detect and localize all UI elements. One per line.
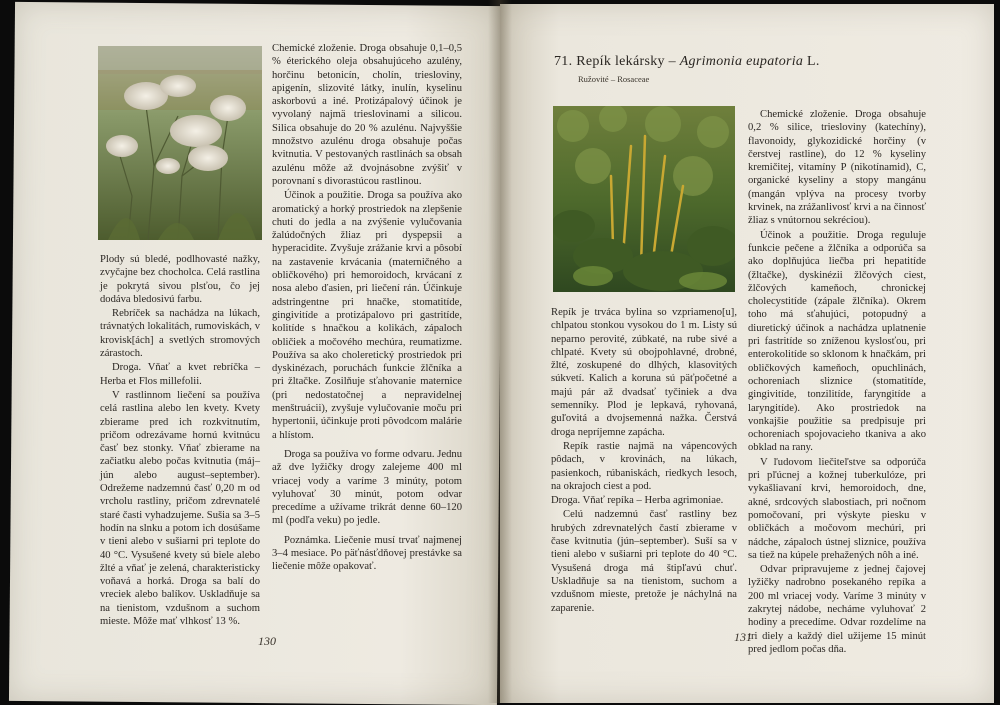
text-paragraph: V ľudovom liečiteľstve sa odporúča pri pľúcnej a kožnej tuberkulóze, pri vykašliavaní krvi, hemoroidoch, dne, akné, srdcových slabostiach, pri nočnom pomočovaní, pri výskyte piesku v obličkách a močovom mechúri, pri nádche, zápaloch ústnej sliznice, používa sa tiež na kúpele prehažených nôh a iné. — [748, 456, 926, 561]
left-text-column — [272, 42, 462, 575]
yarrow-photo — [98, 46, 262, 240]
species-author: L. — [807, 54, 820, 69]
caption-paragraph: Repík je trváca bylina so vzpriameno[u], chlpatou stonkou vysokou do 1 m. Listy sú neparno perovité, zúbkaté, na rube sivé a chlpaté. Kvety sú obojpohlavné, drobné, žlté, zoskupené do dlhých, klasovitých súkvetí. Kalich a koruna sú päťpočetné a majú pár až dvadsať tyčiniek a dva semenníky. Plod je lepkavá, ryhovaná, guľovitá a dvojsemenná nažka. Čerstvá droga nepríjemne zapácha. — [551, 307, 737, 438]
book-gutter — [488, 0, 512, 703]
page-number-right: 131 — [734, 630, 752, 644]
caption-paragraph: Celú nadzemnú časť rastliny bez hrubých zdrevnatelých častí zbierame v čase kvitnutia (jún–september). Suší sa v tieni alebo v sušiarni pri teplote do 40 °C. Vysušená droga má štipľavú chuť. Uskladňuje sa na tienistom, suchom a vzdušnom mieste, pretože je náchylná na zaparenie. — [551, 509, 737, 614]
text-paragraph: Účinok a použitie. Droga sa používa ako aromatický a horký prostriedok na zlepšenie chuti do jedla a na zvýšenie vylučovania žalúdočných žliaz pri dyspepsii a hyperacidite. Zvyšuje zrážanie krvi a pôsobí na zastavenie krvácania (materničného a obličkového) pri hemoroidoch, krvácaní z nosa alebo ďasien, pri liečení rán. Účinkuje adstringentne pri hnačke, stomatitíde, gingivitíde a protizápalovo pri gastritíde, kolitíde s hnačkou a kolikách, zápaloch obličiek a močového mechúra, reumatizme. Používa sa ako choleretický prostriedok pri dyskinézach, poruchách funkcie žlčníka a pri žltačke. Zosilňuje sťahovanie maternice (pri nedostatočnej a nepravidelnej menštruácii), zvyšuje vylučovanie moču pri hypertonii, účinkuje proti pôvodcom malárie a hlístom. — [272, 190, 462, 441]
text-paragraph: Droga sa používa vo forme odvaru. Jednu až dve lyžičky drogy zalejeme 400 ml vriacej vody a varíme 3 minúty, potom vyluhovať 30 minút, potom odvar precedíme a užívame trikrát denne 60–120 ml (podľa veku) po jedle. — [272, 448, 462, 527]
text-paragraph: Chemické zloženie. Droga obsahuje 0,1–0,5 % éterického oleja obsahujúceho azulény, horčinu betonicín, cholín, triesloviny, apigenín, slizovité látky, inulín, kyselinu askorbovú a iné. Protizápalový účinok je vyvolaný najmä trieslovinami a silicou. Silica obsahuje do 20 % azulénu. Najvyššie množstvo azulénu droga obsahuje počas kvitnutia. V pestovaných rastlinách sa obsah azulénu môže až dvojnásobne zvýšiť v porovnaní s divorastúcou rastlinou. — [272, 43, 462, 187]
caption-paragraph: Droga. Vňať a kvet rebríčka – Herba et Flos millefolii. — [100, 362, 260, 387]
text-paragraph: Účinok a použitie. Droga reguluje funkcie pečene a žlčníka a odporúča sa ako doplňujúca liečba pri hepatitíde (žltačke), dyskinézii žlčových ciest, žlčových kameňoch, chronickej cholecystitíde (zápale žlčníka). Okrem toho má sťahujúci, potopudný a diuretický účinok a nachádza uplatnenie pri fastritíde so zníženou kyslosťou, pri enterokolitíde so sklonom k hnačkám, pri obličkových kameňoch, opuchlinách, ochoreniach sliznice (stomatitíde, gingivitíde, tonzilitíde, faryngitíde a laryngitíde). Ako prostriedok na vonkajšie použitie sa predpisuje pri ochoreniach spojovacieho tkaniva a ako obklad na rany. — [748, 229, 926, 454]
agrimony-photo — [553, 106, 735, 292]
caption-paragraph: Rebríček sa nachádza na lúkach, trávnatých lokalitách, rumoviskách, v krovisk[ách] a svetlých stromových zárastoch. — [100, 308, 260, 360]
page-number-left: 130 — [258, 634, 276, 648]
species-family: Ružovité – Rosaceae — [578, 74, 650, 84]
text-paragraph: Odvar pripravujeme z jednej čajovej lyžičky nadrobno posekaného repíka a 200 ml vriacej vody. Varíme 3 minúty v zakrytej nádobe, necháme vyluhovať 2 hodiny a precedíme. Odvar rozdelíme na tri diely a každý diel užijeme 15 minút pred jedlom počas dňa. — [748, 564, 926, 655]
caption-paragraph: Plody sú bledé, podlhovasté nažky, zvyčajne bez chocholca. Celá rastlina je pokrytá sivou plsťou, čo jej dodáva bledosivú farbu. — [100, 254, 260, 305]
left-caption — [100, 253, 260, 629]
text-paragraph: Poznámka. Liečenie musí trvať najmenej 3–4 mesiace. Po päťnásťdňovej prestávke sa liečenie môže opakovať. — [272, 534, 462, 573]
species-name: Repík lekársky – — [576, 54, 676, 69]
right-text-column — [748, 108, 926, 657]
caption-paragraph: Droga. Vňať repíka – Herba agrimoniae. — [551, 495, 724, 507]
species-title — [554, 54, 820, 70]
species-number: 71. — [554, 54, 573, 69]
caption-paragraph: V rastlinnom liečení sa používa celá rastlina alebo len kvety. Kvety zbierame pred ich rozkvitnutím, pričom odrezávame hornú kvitnúcu časť bez stonky. Vňať zbierame na začiatku alebo počas kvitnutia (máj–jún alebo august–september). Odrežeme nadzemnú časť 0,20 m od vrcholu rastliny, pričom zdrevnatelé staré časti vyhadzujeme. Sušia sa 3–5 hodín na slnku a potom ich dosúšame v tieni alebo v sušiarni pri teplote do 40 °C. Vysušené kvety sú biele alebo žlté a vňať je zelená, charakteristicky voňavá a horká. Droga sa balí do vreciek alebo balíkov. Uskladňuje sa na tienistom, vzdušnom a suchom mieste. Môže mať vlhkosť 13 %. — [100, 389, 260, 628]
text-paragraph: Chemické zloženie. Droga obsahuje 0,2 % silice, triesloviny (katechíny), flavonoidy, glykozidické horčiny (v čerstvej rastline), do 12 % kyseliny kremičitej, vitamíny P (nikotínamid), C, organické kyseliny a stopy mangánu (mangán vplýva na procesy tvorby krvinek, na zrážanlivosť krvi a na činnosť žliaz s vnútornou sekréciou). — [748, 109, 926, 227]
species-latin: Agrimonia eupatoria — [679, 54, 804, 69]
caption-paragraph: Repík rastie najmä na vápencových pôdach, v krovinách, na lúkach, pasienkoch, rúbaniskách, riedkych lesoch, na okrajoch ciest a pod. — [551, 440, 737, 492]
right-caption — [551, 306, 737, 616]
